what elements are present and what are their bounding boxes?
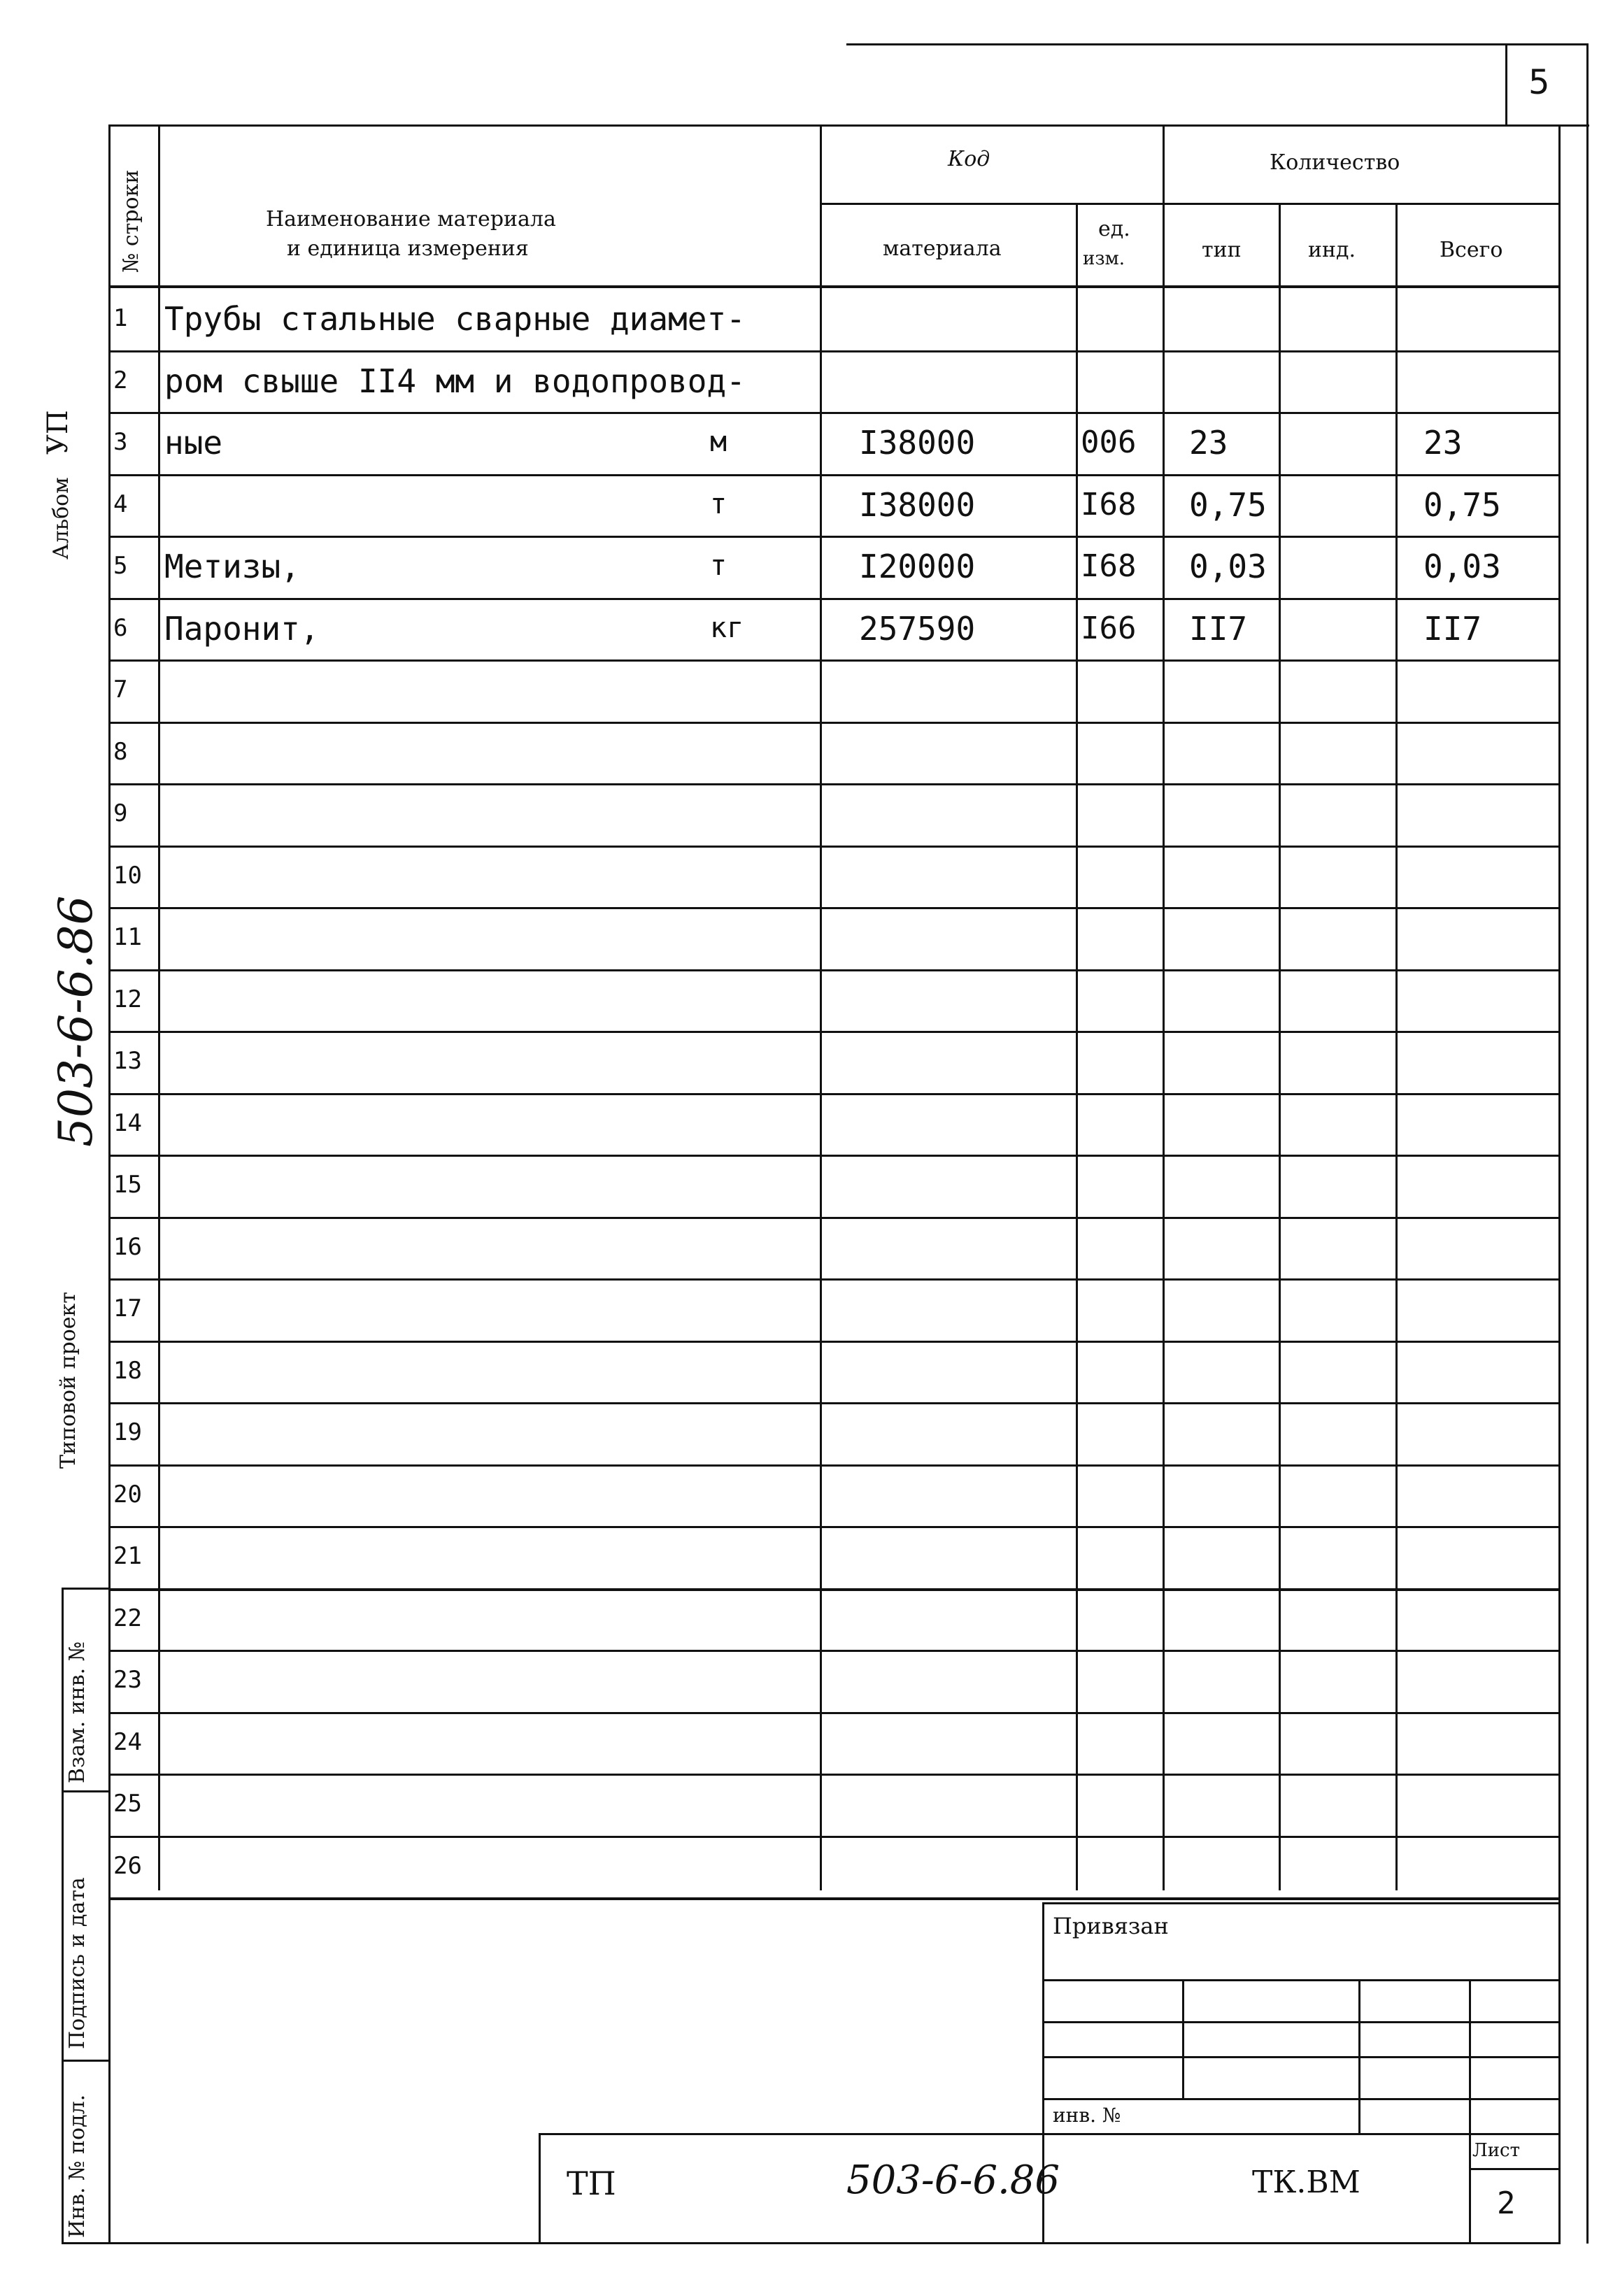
row-divider [108, 969, 1560, 971]
row-6-code: 257590 [859, 610, 976, 648]
row-10-n: 10 [113, 862, 142, 890]
row-4-total: 0,75 [1423, 486, 1501, 524]
row-3-unit: м [710, 426, 727, 458]
tp-label: ТП [567, 2165, 616, 2202]
row-11-n: 11 [113, 923, 142, 951]
project-type-label: Типовой проект [56, 1292, 80, 1469]
name-header-line1: Наименование материала [266, 207, 556, 231]
row-divider [108, 1402, 1560, 1404]
privyazan-label: Привязан [1053, 1913, 1169, 1939]
doc-code: ТК.ВМ [1252, 2165, 1360, 2200]
row-divider [108, 1712, 1560, 1714]
row-3-total: 23 [1423, 424, 1463, 462]
row-divider [108, 1155, 1560, 1157]
row-12-n: 12 [113, 985, 142, 1013]
row-6-total: II7 [1423, 610, 1482, 648]
row-4-meas: I68 [1081, 487, 1137, 522]
row-17-n: 17 [113, 1295, 142, 1322]
row-26-n: 26 [113, 1852, 142, 1880]
sheet-label: Лист [1472, 2140, 1520, 2161]
row-5-n: 5 [113, 552, 128, 580]
album-label: Альбом [49, 477, 73, 559]
row-21-n: 21 [113, 1542, 142, 1570]
row-4-unit: т [710, 488, 727, 520]
row-divider [108, 536, 1560, 538]
row-6-n: 6 [113, 614, 128, 642]
row-6-meas: I66 [1081, 611, 1137, 646]
page-number: 5 [1528, 63, 1550, 102]
row-divider [108, 598, 1560, 600]
row-5-name: Метизы, [164, 548, 300, 585]
row-4-tip: 0,75 [1189, 486, 1267, 524]
inv-podl-label: Инв. № подл. [65, 2094, 90, 2238]
row-divider [108, 474, 1560, 476]
stamp-project-code: 503-6-6.86 [846, 2158, 1060, 2203]
side-project-code: 503-6-6.86 [49, 895, 103, 1147]
row-divider [108, 350, 1560, 352]
row-1-name: Трубы стальные сварные диамет- [164, 300, 746, 338]
row-23-n: 23 [113, 1666, 142, 1694]
row-divider [108, 1341, 1560, 1343]
row-14-n: 14 [113, 1109, 142, 1137]
row-divider [108, 1526, 1560, 1528]
row-16-n: 16 [113, 1233, 142, 1261]
row-divider [108, 1588, 1560, 1591]
row-20-n: 20 [113, 1481, 142, 1509]
unit-header-line2: изм. [1083, 248, 1125, 269]
inv-no-label: инв. № [1053, 2104, 1121, 2127]
row-number-header: № строки [119, 169, 143, 273]
row-4-code: I38000 [859, 486, 976, 524]
row-6-tip: II7 [1189, 610, 1248, 648]
row-24-n: 24 [113, 1728, 142, 1756]
row-divider [108, 722, 1560, 724]
row-divider [108, 783, 1560, 785]
code-header: Код [948, 147, 990, 171]
row-6-unit: кг [710, 612, 744, 644]
row-3-name: ные [164, 424, 223, 462]
row-divider [108, 1650, 1560, 1652]
name-header-line2: и единица измерения [287, 236, 529, 261]
row-15-n: 15 [113, 1171, 142, 1199]
row-13-n: 13 [113, 1047, 142, 1075]
row-divider [108, 659, 1560, 662]
row-5-tip: 0,03 [1189, 548, 1267, 585]
unit-header-line1: ед. [1098, 217, 1130, 241]
row-3-meas: 006 [1081, 425, 1137, 460]
row-3-tip: 23 [1189, 424, 1228, 462]
row-4-n: 4 [113, 490, 128, 518]
row-divider [108, 1464, 1560, 1467]
album-number: УП [42, 410, 74, 455]
row-5-total: 0,03 [1423, 548, 1501, 585]
row-6-name: Паронит, [164, 610, 320, 648]
row-divider [108, 1278, 1560, 1281]
sheet-number: 2 [1497, 2186, 1516, 2221]
row-divider [108, 1031, 1560, 1033]
material-header: материала [883, 236, 1002, 261]
total-header: Всего [1440, 238, 1503, 262]
row-divider [108, 907, 1560, 909]
row-1-n: 1 [113, 304, 128, 332]
row-divider [108, 412, 1560, 414]
row-22-n: 22 [113, 1604, 142, 1632]
row-divider [108, 1897, 1560, 1900]
row-5-code: I20000 [859, 548, 976, 585]
row-2-n: 2 [113, 366, 128, 394]
row-3-code: I38000 [859, 424, 976, 462]
row-7-n: 7 [113, 676, 128, 704]
row-divider [108, 846, 1560, 848]
row-3-n: 3 [113, 428, 128, 456]
row-divider [108, 1836, 1560, 1838]
row-divider [108, 1093, 1560, 1095]
row-8-n: 8 [113, 738, 128, 766]
row-25-n: 25 [113, 1790, 142, 1818]
row-18-n: 18 [113, 1357, 142, 1385]
vzam-inv-label: Взам. инв. № [65, 1641, 90, 1783]
quantity-header: Количество [1270, 150, 1400, 175]
row-5-unit: т [710, 550, 727, 582]
podpis-data-label: Подпись и дата [65, 1877, 90, 2049]
row-5-meas: I68 [1081, 548, 1137, 584]
row-9-n: 9 [113, 799, 128, 827]
row-2-name: ром свыше II4 мм и водопровод- [164, 362, 746, 400]
row-divider [108, 1217, 1560, 1219]
ind-header: инд. [1308, 238, 1356, 262]
row-divider [108, 1774, 1560, 1776]
tip-header: тип [1202, 238, 1242, 262]
row-19-n: 19 [113, 1418, 142, 1446]
